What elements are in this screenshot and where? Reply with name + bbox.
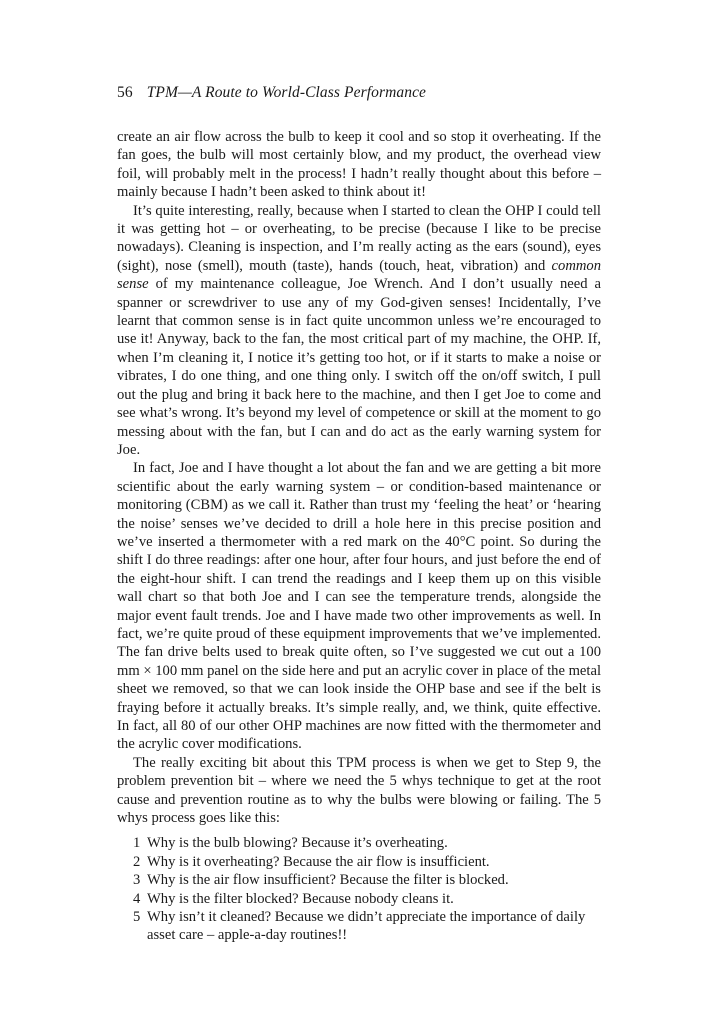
running-title: TPM—A Route to World-Class Performance <box>146 84 427 101</box>
list-item <box>117 908 601 945</box>
list-item <box>117 871 601 889</box>
paragraph <box>117 754 601 828</box>
body-text <box>117 128 601 945</box>
paragraph-text: The really exciting bit about this TPM process is when we get to Step 9, the problem prevention bit – where we need the 5 whys technique to get at the root cause and prevention routine as to why the bulbs were blowing or failing. The 5 whys process goes like this: <box>117 754 601 827</box>
list-item-text: Why is the air flow insufficient? Because the filter is blocked. <box>147 872 509 889</box>
list-item <box>117 890 601 908</box>
page-number: 56 <box>117 84 133 101</box>
list-number: 5 <box>133 909 141 926</box>
paragraph-text: of my maintenance colleague, Joe Wrench. And I don’t usually need a spanner or screwdriver to use any of my God-given senses! Incidentally, I’ve learnt that common sense is in fact quite uncommon unless we’re encouraged to use it! Anyway, back to the fan, the most critical part of my machine, the OHP. If, when I’m cleaning it, I notice it’s getting too hot, or if it starts to make a noise or vibrates, I do one thing, and one thing only. I switch off the on/off switch, I pull out the plug and bring it back here to the machine, and then I get Joe to come and see what’s wrong. It’s beyond my level of competence or skill at the moment to go messing about with the fan, but I can and do act as the early warning system for Joe. <box>117 276 601 458</box>
list-item <box>117 834 601 852</box>
list-item-text: Why is it overheating? Because the air flow is insufficient. <box>147 853 490 870</box>
list-number: 3 <box>133 872 141 889</box>
emphasis-text: common sense <box>117 257 601 293</box>
list-number: 1 <box>133 835 141 852</box>
list-number: 2 <box>133 853 141 870</box>
list-item-text: Why is the filter blocked? Because nobody cleans it. <box>147 890 454 907</box>
paragraph <box>117 128 601 202</box>
paragraph-text: create an air flow across the bulb to keep it cool and so stop it overheating. If the fan goes, the bulb will most certainly blow, and my product, the overhead view foil, will probably melt in the process! I hadn’t really thought about this before – mainly because I hadn’t been asked to think about it! <box>117 129 601 201</box>
paragraph <box>117 459 601 754</box>
paragraph-text: In fact, Joe and I have thought a lot about the fan and we are getting a bit more scientific about the early warning system – or condition-based maintenance or monitoring (CBM) as we call it. Rather than trust my ‘feeling the heat’ or ‘hearing the noise’ senses we’ve decided to drill a hole here in this precise position and we’ve inserted a thermometer with a red mark on the 40°C point. So during the shift I do three readings: after one hour, after four hours, and just before the end of the eight-hour shift. I can trend the readings and I keep them up on this visible wall chart so that both Joe and I can see the temperature trends, alongside the major event fault trends. Joe and I have made two other improvements as well. In fact, we’re quite proud of these equipment improvements that we’ve implemented. The fan drive belts used to break quite often, so I’ve suggested we cut out a 100 mm × 100 mm panel on the side here and put an acrylic cover in place of the metal sheet we removed, so that we can look inside the OHP base and see if the belt is fraying before it actually breaks. It’s simple really, and, we think, quite effective. In fact, all 80 of our other OHP machines are now fitted with the thermometer and the acrylic cover modifications. <box>117 460 601 753</box>
paragraph <box>117 202 601 460</box>
list-item-text: Why is the bulb blowing? Because it’s overheating. <box>147 835 448 852</box>
five-whys-list <box>117 834 601 944</box>
list-item-text: Why isn’t it cleaned? Because we didn’t appreciate the importance of daily asset care – apple-a-day routines!! <box>147 909 586 944</box>
running-header <box>117 84 426 102</box>
list-number: 4 <box>133 890 141 907</box>
list-item <box>117 853 601 871</box>
paragraph-text: It’s quite interesting, really, because when I started to clean the OHP I could tell it was getting hot – or overheating, to be precise (because I like to be precise nowadays). Cleaning is inspection, and I’m really acting as the ears (sound), eyes (sight), nose (smell), mouth (taste), hands (touch, heat, vibration) and <box>117 202 601 274</box>
